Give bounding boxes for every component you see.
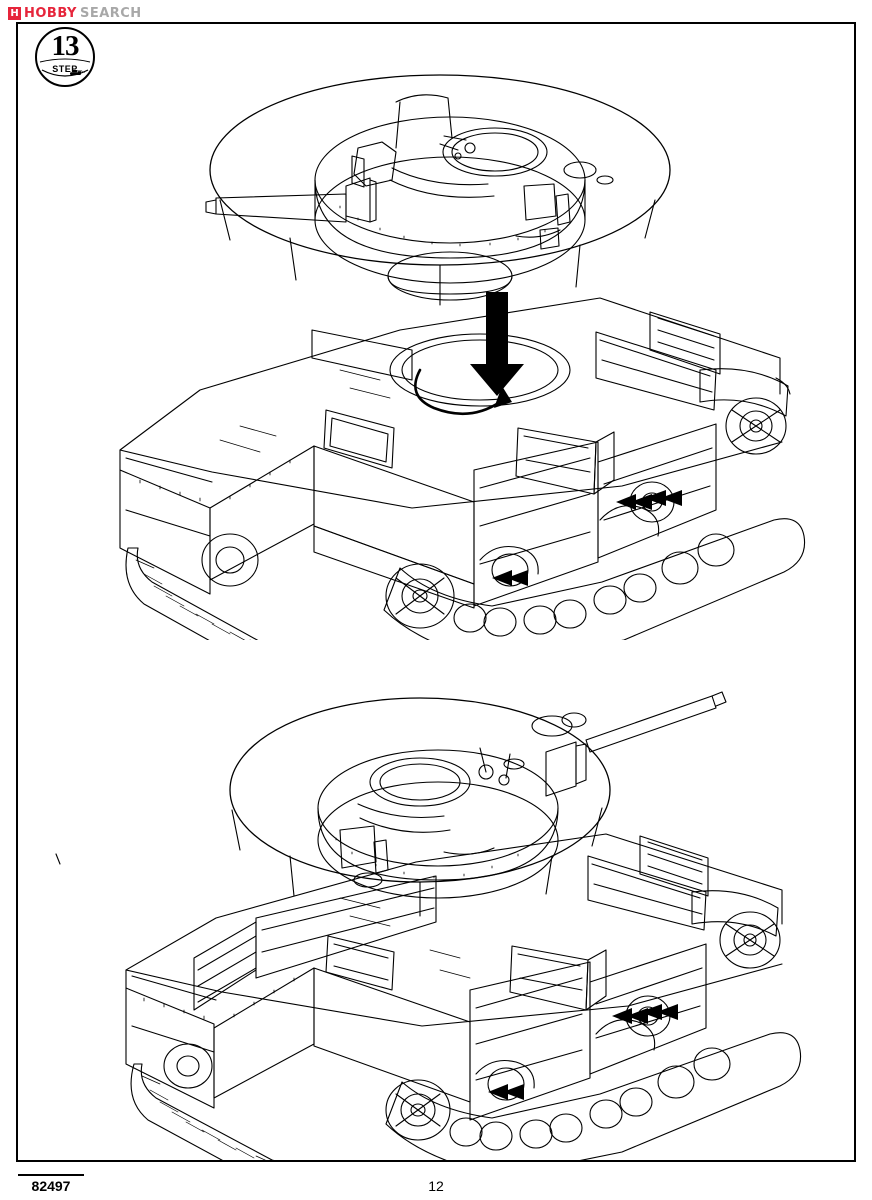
step-badge xyxy=(34,26,96,88)
kit-number: 82497 xyxy=(18,1174,84,1194)
hull-assembly xyxy=(120,298,805,640)
figure-exploded-view xyxy=(40,40,840,640)
watermark xyxy=(8,6,142,21)
turret-assembly xyxy=(206,75,670,305)
step-label: STEP xyxy=(52,64,78,74)
figure-completed-view xyxy=(40,640,840,1160)
watermark-brand: HOBBY xyxy=(24,6,77,21)
watermark-suffix: SEARCH xyxy=(79,6,142,21)
hobby-search-logo-icon: H xyxy=(8,7,21,20)
detail-arrow-group xyxy=(488,1004,678,1100)
page-number: 12 xyxy=(428,1178,444,1194)
step-number: 13 xyxy=(51,30,79,62)
hull xyxy=(56,834,801,1160)
assembly-arrow-down xyxy=(470,292,524,396)
